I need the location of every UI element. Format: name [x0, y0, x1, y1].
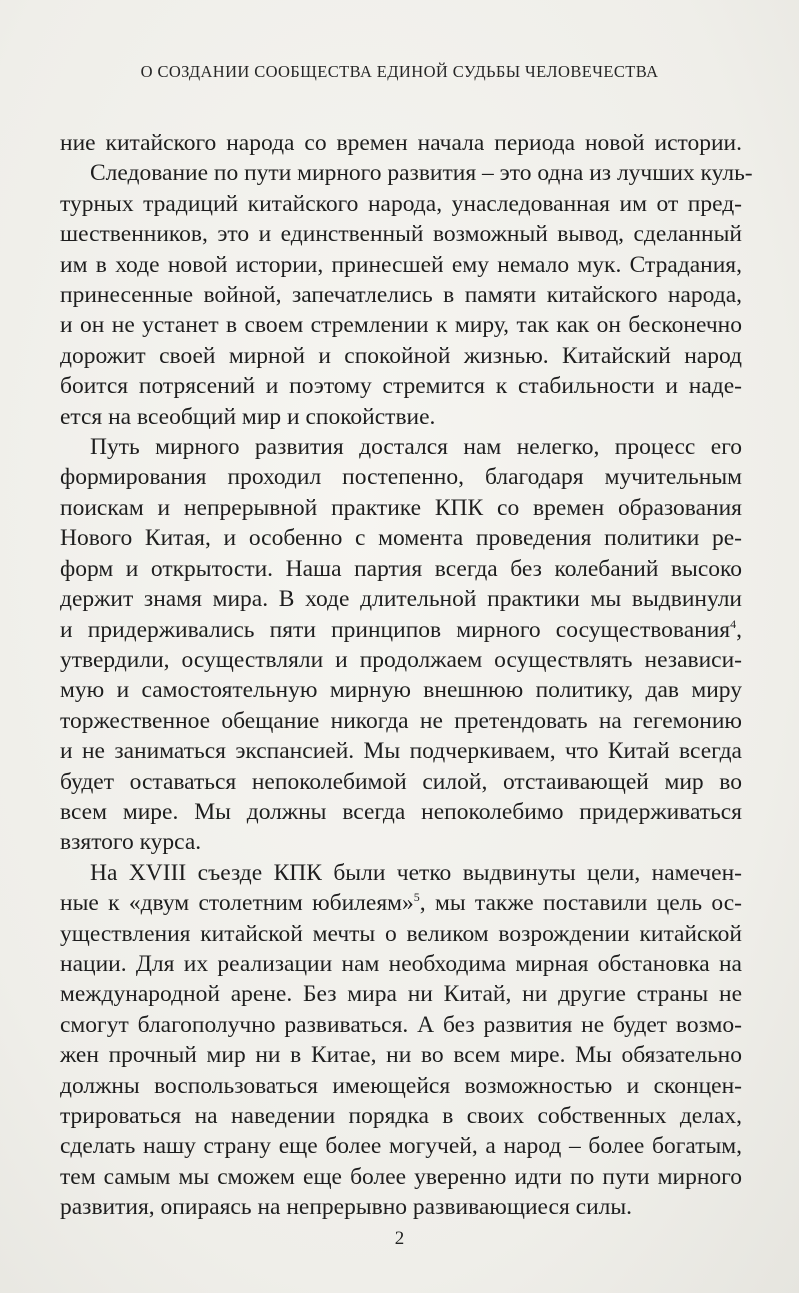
paragraph-3 [60, 858, 742, 1223]
text-line: жен прочный мир ни в Китае, ни во всем мире. Мы обязательно [60, 1042, 742, 1069]
text-line: поискам и непрерывной практике КПК со времен образования [60, 494, 742, 521]
text-line: шественников, это и единственный возможный вывод, сделанный [60, 221, 742, 248]
text-line: формирования проходил постепенно, благодаря мучительным [60, 464, 742, 491]
text-line: Следование по пути мирного развития – это одна из лучших куль- [90, 160, 753, 187]
running-title: О СОЗДАНИИ СООБЩЕСТВА ЕДИНОЙ СУДЬБЫ ЧЕЛОВЕЧЕСТВА [140, 62, 659, 81]
text-line: будет оставаться непоколебимой силой, отстаивающей мир во [60, 768, 742, 795]
page-number: 2 [394, 1228, 405, 1249]
text-line: и не заниматься экспансией. Мы подчеркиваем, что Китай всегда [60, 738, 742, 765]
text-line: и он не устанет в своем стремлении к миру, так как он бесконечно [60, 312, 742, 339]
text-line-segment: ные к «двум столетним юбилеям» [60, 890, 414, 917]
text-line-segment: и придерживались пяти принципов мирного сосуществования [60, 616, 731, 643]
text-line: сделать нашу страну еще более могучей, а народ – более богатым, [60, 1133, 742, 1160]
text-line: взятого курса. [60, 829, 202, 856]
text-line: держит знамя мира. В ходе длительной практики мы выдвинули [60, 586, 742, 613]
text-line: трироваться на наведении порядка в своих собственных делах, [60, 1103, 742, 1129]
text-line: На XVIII съезде КПК были четко выдвинуты цели, намечен- [90, 859, 742, 886]
body-text [60, 128, 753, 1223]
text-line: принесенные войной, запечатлелись в памяти китайского народа, [60, 282, 742, 309]
text-line: дорожит своей мирной и спокойной жизнью. Китайский народ [60, 342, 742, 369]
text-line: им в ходе новой истории, принесшей ему немало мук. Страдания, [60, 251, 742, 278]
footnote-marker: 5 [413, 890, 420, 905]
footnote-marker: 4 [730, 616, 737, 631]
text-line: ется на всеобщий мир и спокойствие. [60, 403, 436, 430]
text-line: нации. Для их реализации нам необходима мирная обстановка на [60, 950, 742, 977]
paragraph-1 [60, 128, 753, 432]
text-line: Нового Китая, и особенно с момента проведения политики ре- [60, 525, 742, 552]
text-line-with-footnote [60, 888, 742, 918]
text-line: боится потрясений и поэтому стремится к стабильности и наде- [60, 373, 742, 400]
text-line: уществления китайской мечты о великом возрождении китайской [60, 920, 742, 947]
text-line: торжественное обещание никогда не претендовать на гегемонию [60, 707, 742, 734]
text-line-with-footnote [60, 615, 742, 645]
text-line: Путь мирного развития достался нам нелегко, процесс его [90, 434, 742, 461]
text-line: ние китайского народа со времен начала периода новой истории. [60, 130, 742, 156]
text-line: турных традиций китайского народа, унаследованная им от пред- [60, 190, 742, 217]
text-line: смогут благополучно развиваться. А без развития не будет возмо- [60, 1011, 742, 1038]
text-line: форм и открытости. Наша партия всегда без колебаний высоко [60, 555, 742, 582]
text-line: должны воспользоваться имеющейся возможностью и сконцен- [60, 1072, 742, 1099]
text-line-segment: , [736, 616, 742, 643]
text-line: утвердили, осуществляли и продолжаем осуществлять независи- [60, 646, 742, 673]
text-line: международной арене. Без мира ни Китай, ни другие страны не [60, 981, 742, 1008]
text-line-segment: , мы также поставили цель ос- [419, 890, 742, 917]
text-line: развития, опираясь на непрерывно развивающиеся силы. [60, 1194, 633, 1221]
text-line: мую и самостоятельную мирную внешнюю политику, дав миру [60, 677, 742, 704]
text-line: тем самым мы сможем еще более уверенно идти по пути мирного [60, 1163, 742, 1190]
text-line: всем мире. Мы должны всегда непоколебимо придерживаться [60, 798, 742, 825]
paragraph-2 [60, 432, 742, 858]
